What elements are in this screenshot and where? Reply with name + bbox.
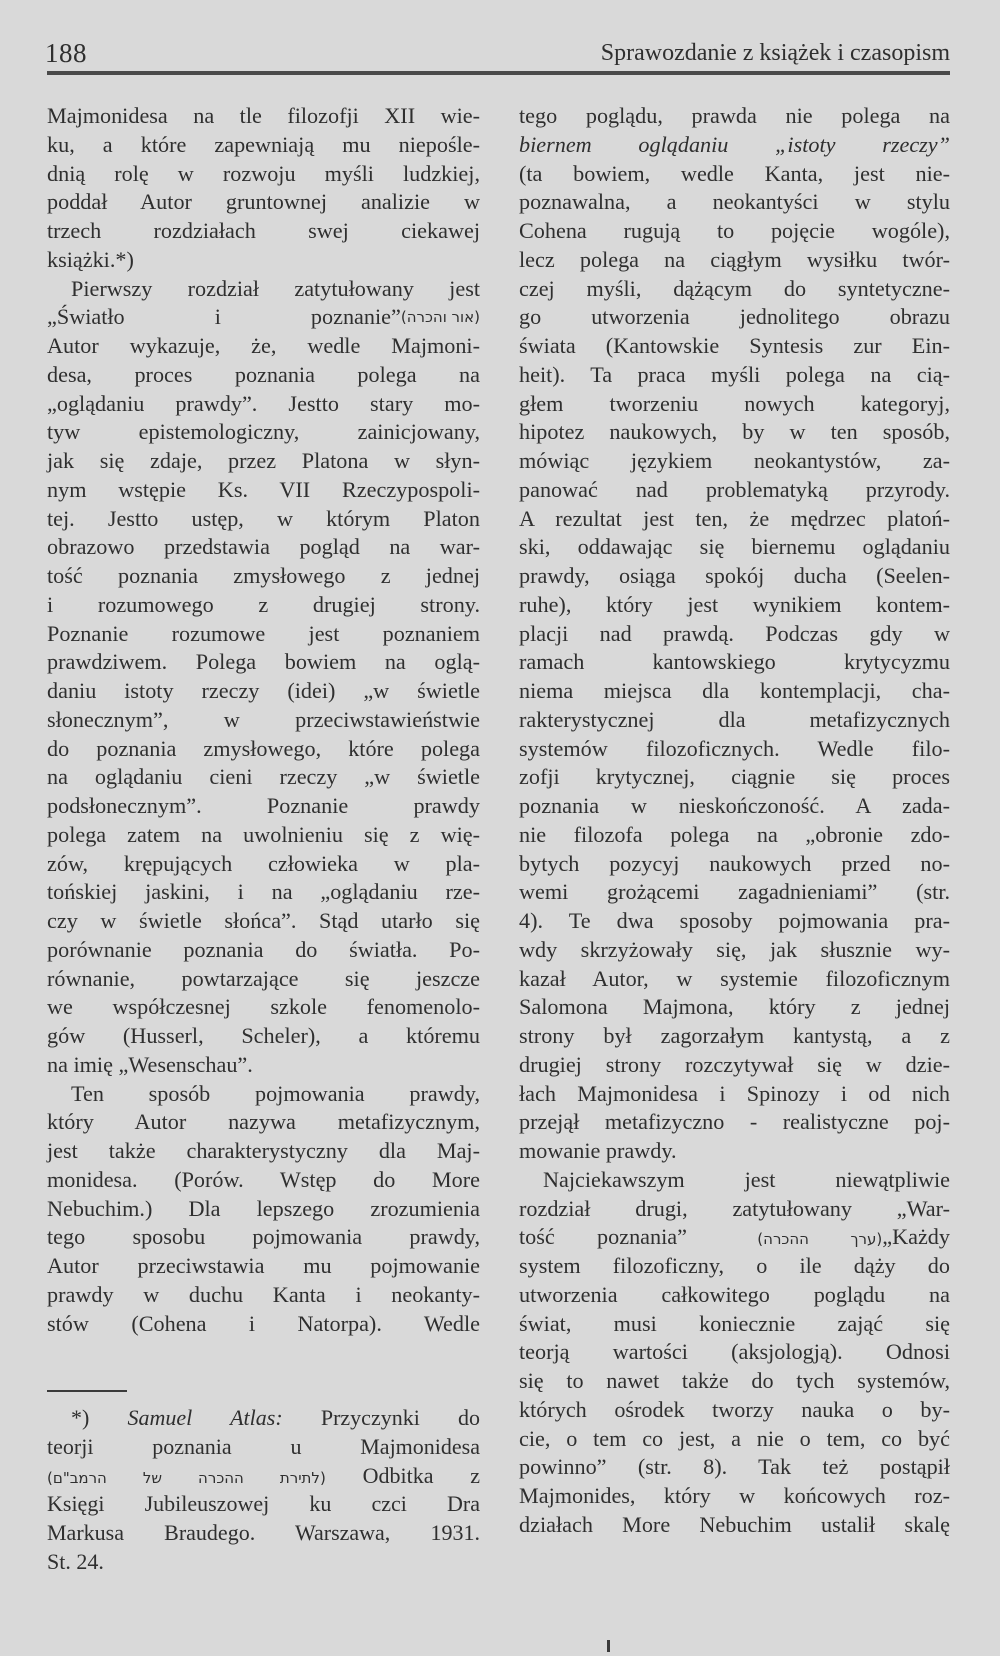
text-line: mówiąc językiem neokantystów, za-	[519, 448, 950, 473]
text-line: który Autor nazywa metafizycznym,	[47, 1109, 480, 1135]
text-line: tońskiej jaskini, i na „oglądaniu rze-	[47, 879, 480, 905]
text-line: poznania w nieskończoność. A zada-	[519, 793, 950, 818]
text-line: trzech rozdziałach swej ciekawej	[47, 218, 480, 243]
running-title: Sprawozdanie z książek i czasopism	[600, 40, 950, 66]
text-line: polega zatem na uwolnieniu się z wię-	[47, 821, 480, 847]
text-line: A rezultat jest ten, że mędrzec platoń-	[519, 505, 950, 531]
text-line: strony był zagorzałym kantystą, a z	[519, 1023, 950, 1048]
text-line: na imię „Wesenschau”.	[47, 1051, 253, 1077]
text-line: utworzenia całkowitego poglądu na	[519, 1281, 950, 1307]
footnote-marker: *)	[71, 1405, 90, 1430]
text-line: systemów filozoficznych. Wedle filo-	[519, 735, 950, 761]
right-column	[519, 102, 950, 1540]
text-line: bytych pozycyj naukowych przed no-	[519, 850, 950, 876]
text-line: drugiej strony rozczytywał się w dzie-	[519, 1051, 950, 1077]
text-line: prawdziwem. Polega bowiem na oglą-	[47, 649, 480, 675]
footnote-hebrew-title: (לתירת ההכרה של הרמב"ם)	[47, 1468, 326, 1487]
text-line: głem tworzeniu nowych kategoryj,	[519, 390, 950, 416]
text-line: dnią rolę w rozwoju myśli ludzkiej,	[47, 160, 480, 186]
text-line: we współczesnej szkole fenomenolo-	[47, 994, 480, 1020]
text-line: Majmonidesa na tle filozofji XII wie-	[47, 103, 480, 128]
footnote-line: Księgi Jubileuszowej ku czci Dra	[47, 1491, 480, 1517]
text-line: monidesa. (Porów. Wstęp do More	[47, 1166, 480, 1192]
text-line: ski, oddawając się biernemu oglądaniu	[519, 534, 950, 560]
print-mark	[607, 1640, 610, 1652]
text-line: poddał Autor gruntownej analizie w	[47, 189, 480, 215]
text-line: jak się zdaje, przez Platona w słyn-	[47, 448, 480, 473]
text-line: gów (Husserl, Scheler), a któremu	[47, 1023, 480, 1048]
text-line: tego sposobu pojmowania prawdy,	[47, 1224, 480, 1250]
text-line: łach Majmonidesa i Spinozy i od nich	[519, 1080, 950, 1106]
text-line: (ta bowiem, wedle Kanta, jest nie-	[519, 160, 950, 186]
hebrew-title-1: (אור והכרה)	[400, 308, 480, 327]
text-line: podsłonecznym”. Poznanie prawdy	[47, 793, 480, 818]
text-line: świata (Kantowskie Syntesis zur Ein-	[519, 333, 950, 358]
text-line: Majmonides, który w końcowych roz-	[519, 1483, 950, 1508]
text-line: świat, musi koniecznie zająć się	[519, 1310, 950, 1336]
text-line: panować nad problematyką przyrody.	[519, 476, 950, 502]
text-line: placji nad prawdą. Podczas gdy w	[519, 620, 950, 646]
text-line: Salomona Majmona, który z jednej	[519, 994, 950, 1020]
text-line: zofji krytycznej, ciągnie się proces	[519, 764, 950, 790]
text-line: rakterystycznej dla metafizycznych	[519, 706, 950, 732]
text-line: tyw epistemologiczny, zainicjowany,	[47, 419, 480, 445]
text-line: rozdział drugi, zatytułowany „War-	[519, 1195, 950, 1221]
text-line: przejął metafizyczno - realistyczne poj-	[519, 1109, 950, 1135]
text-line: tej. Jestto ustęp, w którym Platon	[47, 505, 480, 531]
text-line: się to nawet także do tych systemów,	[519, 1368, 950, 1393]
text-line: system filozoficzny, o ile dąży do	[519, 1253, 950, 1278]
text-line: nym wstępie Ks. VII Rzeczypospoli-	[47, 476, 480, 502]
text-line: cie, o tem co jest, a nie o tem, co być	[519, 1425, 950, 1451]
footnote-title-start: Przyczynki do	[320, 1405, 481, 1430]
left-column	[47, 102, 480, 1338]
text-line: 4). Te dwa sposoby pojmowania pra-	[519, 908, 950, 933]
text-line: Nebuchim.) Dla lepszego zrozumienia	[47, 1195, 480, 1221]
text-line: porównanie poznania do światła. Po-	[47, 936, 480, 962]
text-line: Autor przeciwstawia mu pojmowanie	[47, 1253, 480, 1278]
text-line: których ośrodek tworzy nauka o by-	[519, 1396, 950, 1422]
text-line: niema miejsca dla kontemplacji, cha-	[519, 678, 950, 703]
text-line: czy w świetle słońca”. Stąd utarło się	[47, 908, 480, 933]
text-line: słonecznym”, w przeciwstawieństwie	[47, 706, 480, 732]
text-line: heit). Ta praca myśli polega na cią-	[519, 361, 950, 387]
text-line: kazał Autor, w systemie filozoficznym	[519, 965, 950, 991]
text-line: zów, krępujących człowieka w pla-	[47, 850, 480, 876]
footnote-line: St. 24.	[47, 1548, 104, 1574]
text-line: tość poznania zmysłowego z jednej	[47, 563, 480, 588]
text-line: wemi grożącemi zagadnieniami” (str.	[519, 879, 950, 905]
text-line: obrazowo przedstawia pogląd na war-	[47, 534, 480, 560]
text-line: stów (Cohena i Natorpa). Wedle	[47, 1310, 480, 1336]
text-line: ramach kantowskiego krytycyzmu	[519, 649, 950, 675]
text-line: lecz polega na ciągłym wysiłku twór-	[519, 246, 950, 272]
chapter-1-title: „Światło i poznanie”	[47, 304, 401, 330]
footnote-line: teorji poznania u Majmonidesa	[47, 1433, 480, 1459]
footnote-line	[47, 1462, 480, 1491]
quote-start: „Każdy	[882, 1224, 950, 1250]
footnote-line: Markusa Braudego. Warszawa, 1931.	[47, 1520, 480, 1545]
footnote-line	[47, 1404, 480, 1433]
footnote-rule	[47, 1390, 127, 1392]
text-line: prawdy w duchu Kanta i neokanty-	[47, 1281, 480, 1307]
text-line: daniu istoty rzeczy (idei) „w świetle	[47, 678, 480, 703]
text-line: ruhe), który jest wynikiem kontem-	[519, 591, 950, 617]
text-line: Pierwszy rozdział zatytułowany jest	[71, 275, 480, 301]
text-line: czej myśli, dążącym do syntetyczne-	[519, 275, 950, 301]
page-number: 188	[45, 38, 87, 68]
text-line-with-hebrew	[519, 1223, 950, 1252]
text-line: Poznanie rozumowe jest poznaniem	[47, 620, 480, 646]
text-line: Najciekawszym jest niewątpliwie	[543, 1166, 950, 1192]
text-line: ku, a które zapewniają mu niepośle-	[47, 131, 480, 157]
text-line: poznawalna, a neokantyści w stylu	[519, 189, 950, 215]
text-line: nie filozofa polega na „obronie zdo-	[519, 821, 950, 847]
text-line: prawdy, osiąga spokój ducha (Seelen-	[519, 563, 950, 588]
text-line: równanie, powtarzające się jeszcze	[47, 965, 480, 991]
text-line: jest także charakterystyczny dla Maj-	[47, 1138, 480, 1163]
text-line: powinno” (str. 8). Tak też postąpił	[519, 1454, 950, 1480]
text-line-with-hebrew	[47, 303, 480, 332]
chapter-2-title: tość poznania”	[519, 1224, 687, 1250]
page-header	[45, 38, 950, 72]
footnote	[47, 1404, 480, 1577]
text-line: Autor wykazuje, że, wedle Majmoni-	[47, 333, 480, 358]
hebrew-title-2: (ערך ההכרה)	[757, 1230, 883, 1249]
text-line: teorją wartości (aksjologją). Odnosi	[519, 1339, 950, 1365]
text-line: i rozumowego z drugiej strony.	[47, 591, 480, 617]
text-line: biernem oglądaniu „istoty rzeczy”	[519, 131, 950, 157]
text-line: do poznania zmysłowego, które polega	[47, 735, 480, 761]
text-line: wdy skrzyżowały się, jak słusznie wy-	[519, 936, 950, 962]
text-line: go utworzenia jednolitego obrazu	[519, 304, 950, 330]
text-line: mowanie prawdy.	[519, 1138, 677, 1163]
text-line: na oglądaniu cieni rzeczy „w świetle	[47, 764, 480, 790]
header-rule	[47, 71, 950, 75]
text-line: działach More Nebuchim ustalił skalę	[519, 1511, 950, 1537]
text-line: Cohena rugują to pojęcie wogóle),	[519, 218, 950, 243]
text-line: „oglądaniu prawdy”. Jestto stary mo-	[47, 390, 480, 416]
footnote-offprint: Odbitka z	[362, 1462, 480, 1488]
text-line: desa, proces poznania polega na	[47, 361, 480, 387]
footnote-author: Samuel Atlas:	[127, 1405, 283, 1430]
text-line: książki.*)	[47, 246, 134, 272]
text-line: Ten sposób pojmowania prawdy,	[71, 1080, 480, 1106]
text-line: tego poglądu, prawda nie polega na	[519, 103, 950, 128]
text-line: hipotez naukowych, by w ten sposób,	[519, 419, 950, 445]
